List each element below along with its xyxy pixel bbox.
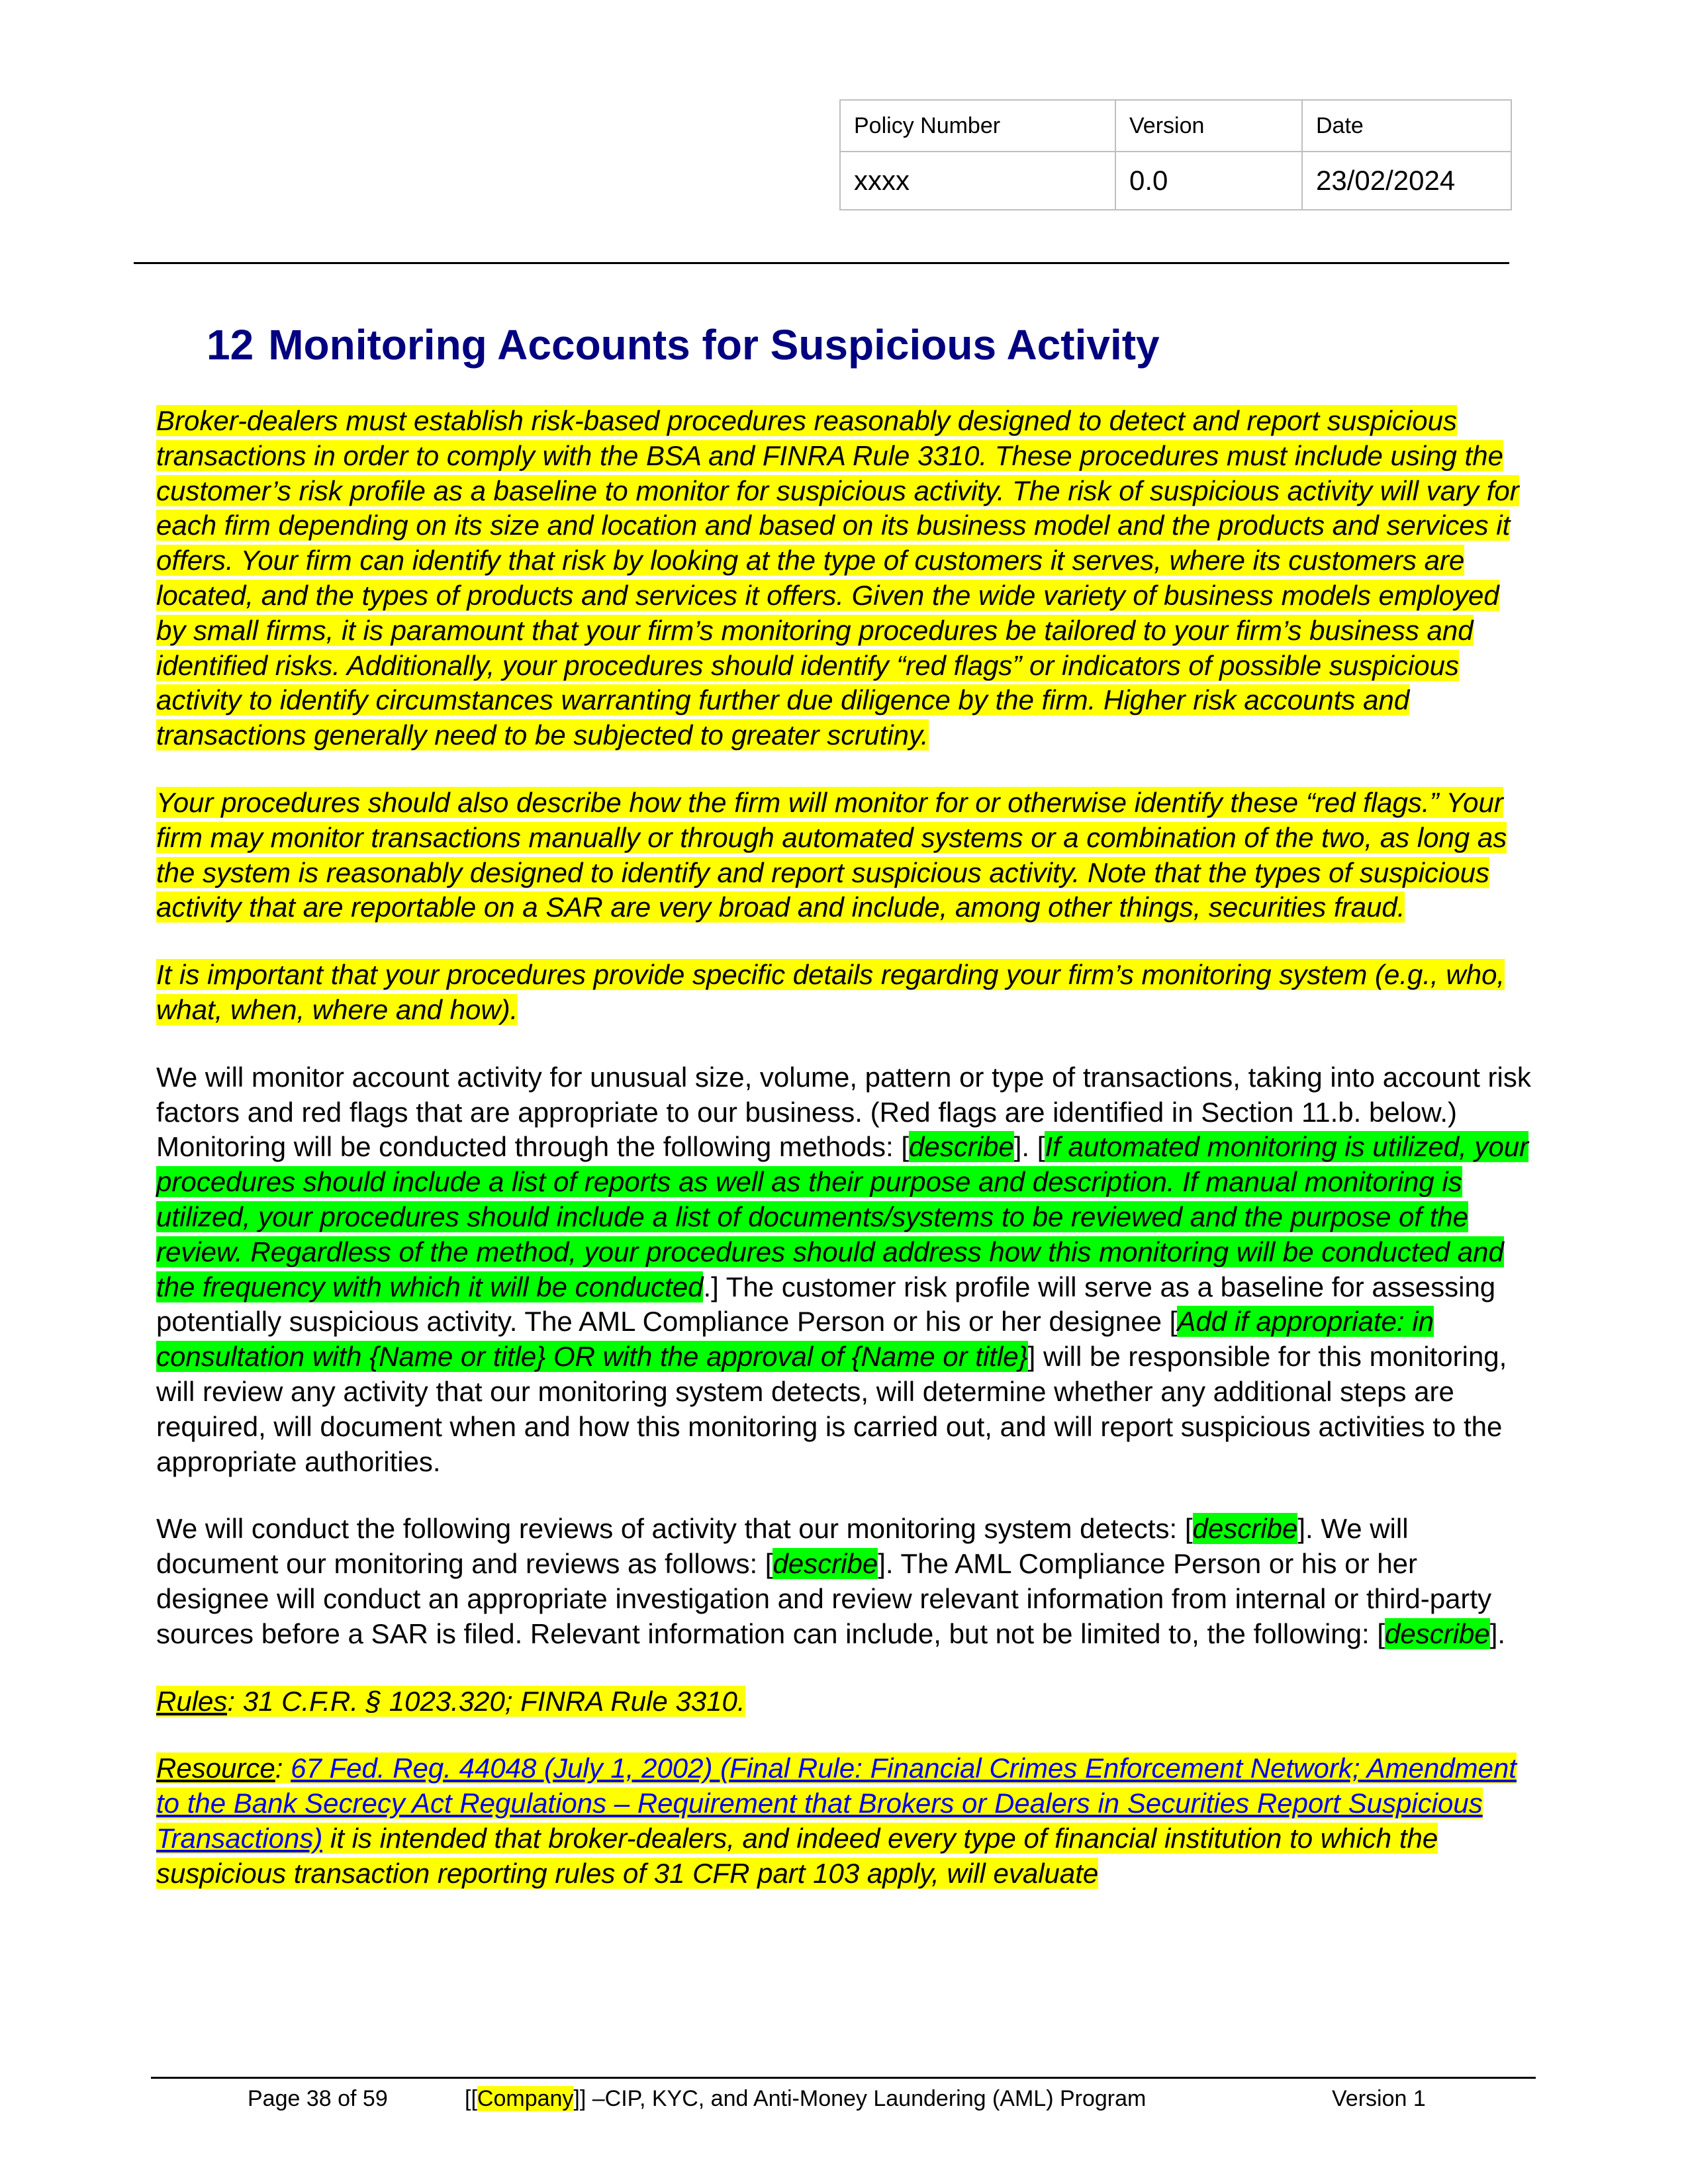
footer-program-text: ]] –CIP, KYC, and Anti-Money Laundering (AML) Program: [573, 2086, 1147, 2111]
describe-placeholder: describe: [909, 1131, 1014, 1163]
consultation-placeholder: Add if appropriate: in consultation with {Name or title} OR with the approval of {Name or title}: [156, 1306, 1434, 1373]
text-run: ]. We will document our monitoring and reviews as follows: [: [156, 1513, 1409, 1580]
monitoring-methods-paragraph: [156, 1060, 1533, 1480]
text-run: We will conduct the following reviews of activity that our monitoring system detects: [: [156, 1513, 1193, 1545]
fed-reg-link[interactable]: 67 Fed. Reg. 44048 (July 1, 2002) (Final Rule: Financial Crimes Enforcement Network; Amendment to the Bank Secrecy Act Regulations – Requirement that Brokers or Dealers in Securities Report Suspicious Transactions): [156, 1752, 1517, 1854]
policy-info-header-row: [840, 100, 1511, 152]
company-placeholder: Company: [477, 2086, 574, 2111]
date-header: Date: [1302, 100, 1511, 152]
text-run: ]. [: [1013, 1131, 1045, 1163]
header-divider: [134, 262, 1509, 264]
describe-placeholder: describe: [1192, 1513, 1298, 1545]
describe-placeholder: describe: [773, 1548, 878, 1580]
guidance-text-1: Broker-dealers must establish risk-based procedures reasonably designed to detect and report suspicious transactions in order to comply with the BSA and FINRA Rule 3310. These procedures must include using the customer’s risk profile as a baseline to monitor for suspicious activity. The risk of suspicious activity will vary for each firm depending on its size and location and based on its business model and the products and services it offers. Your firm can identify that risk by looking at the type of customers it serves, where its customers are located, and the types of products and services it offers. Given the wide variety of business models employed by small firms, it is paramount that your firm’s monitoring procedures be tailored to your firm’s business and identified risks. Additionally, your procedures should identify “red flags” or indicators of possible suspicious activity to identify circumstances warranting further due diligence by the firm. Higher risk accounts and transactions generally need to be subjected to greater scrutiny.: [156, 405, 1519, 751]
section-heading: [207, 320, 1160, 369]
section-number: 12: [207, 321, 254, 369]
version-header: Version: [1115, 100, 1302, 152]
rules-label: Rules: [156, 1685, 228, 1717]
footer-program-title: [465, 2086, 1146, 2112]
date-value: 23/02/2024: [1302, 152, 1511, 210]
text-run: .] The customer risk profile will serve as a baseline for assessing potentially suspicious activity. The AML Compliance Person or his or her designee [: [156, 1271, 1496, 1338]
describe-placeholder: describe: [1385, 1617, 1490, 1649]
guidance-paragraph-3: [156, 958, 1533, 1028]
policy-number-value: xxxx: [840, 152, 1115, 210]
policy-info-table: [839, 99, 1512, 210]
rules-paragraph: [156, 1684, 1533, 1719]
footer-version: Version 1: [1332, 2086, 1426, 2111]
monitoring-instructions-placeholder: If automated monitoring is utilized, your procedures should include a list of reports as well as their purpose and description. If manual monitoring is utilized, your procedures should include a list of documents/systems to be reviewed and the purpose of the review. Regardless of the method, your procedures should address how this monitoring will be conducted and the frequency with which it will be conducted: [156, 1131, 1529, 1302]
rules-text: : 31 C.F.R. § 1023.320; FINRA Rule 3310.: [227, 1685, 745, 1717]
text-run: We will monitor account activity for unusual size, volume, pattern or type of transactions, taking into account risk factors and red flags that are appropriate to our business. (Red flags are identified in Section 11.b. below.) Monitoring will be conducted through the following methods: [: [156, 1061, 1531, 1163]
section-title-text: Monitoring Accounts for Suspicious Activity: [268, 321, 1160, 369]
document-body: [156, 404, 1533, 1923]
guidance-text-2: Your procedures should also describe how the firm will monitor for or otherwise identify these “red flags.” Your firm may monitor transactions manually or through automated systems or a combination of the two, as long as the system is reasonably designed to identify and report suspicious activity. Note that the types of suspicious activity that are reportable on a SAR are very broad and include, among other things, securities fraud.: [156, 786, 1507, 923]
guidance-paragraph-2: [156, 786, 1533, 925]
footer-page-number: Page 38 of 59: [248, 2086, 388, 2111]
resource-paragraph: [156, 1751, 1533, 1891]
footer-bracket-open: [[: [465, 2086, 477, 2111]
policy-number-header: Policy Number: [840, 100, 1115, 152]
reviews-paragraph: [156, 1512, 1533, 1651]
text-run: ]. The AML Compliance Person or his or her designee will conduct an appropriate investigation and review relevant information from internal or third-party sources before a SAR is filed. Relevant information can include, but not be limited to, the following: [: [156, 1548, 1492, 1649]
guidance-text-3: It is important that your procedures provide specific details regarding your firm’s monitoring system (e.g., who, what, when, where and how).: [156, 959, 1505, 1025]
text-run: ].: [1489, 1617, 1506, 1649]
version-value: 0.0: [1115, 152, 1302, 210]
resource-label: Resource: [156, 1752, 275, 1784]
guidance-paragraph-1: [156, 404, 1533, 753]
policy-info-value-row: [840, 152, 1511, 210]
text-run: ] will be responsible for this monitoring, will review any activity that our monitoring system detects, will determine whether any additional steps are required, will document when and how this monitoring is carried out, and will report suspicious activities to the appropriate authorities.: [156, 1341, 1507, 1477]
resource-separator: :: [275, 1752, 291, 1784]
footer-divider: [151, 2077, 1536, 2079]
resource-text: it is intended that broker-dealers, and indeed every type of financial institution to which the suspicious transaction reporting rules of 31 CFR part 103 apply, will evaluate: [156, 1822, 1438, 1889]
